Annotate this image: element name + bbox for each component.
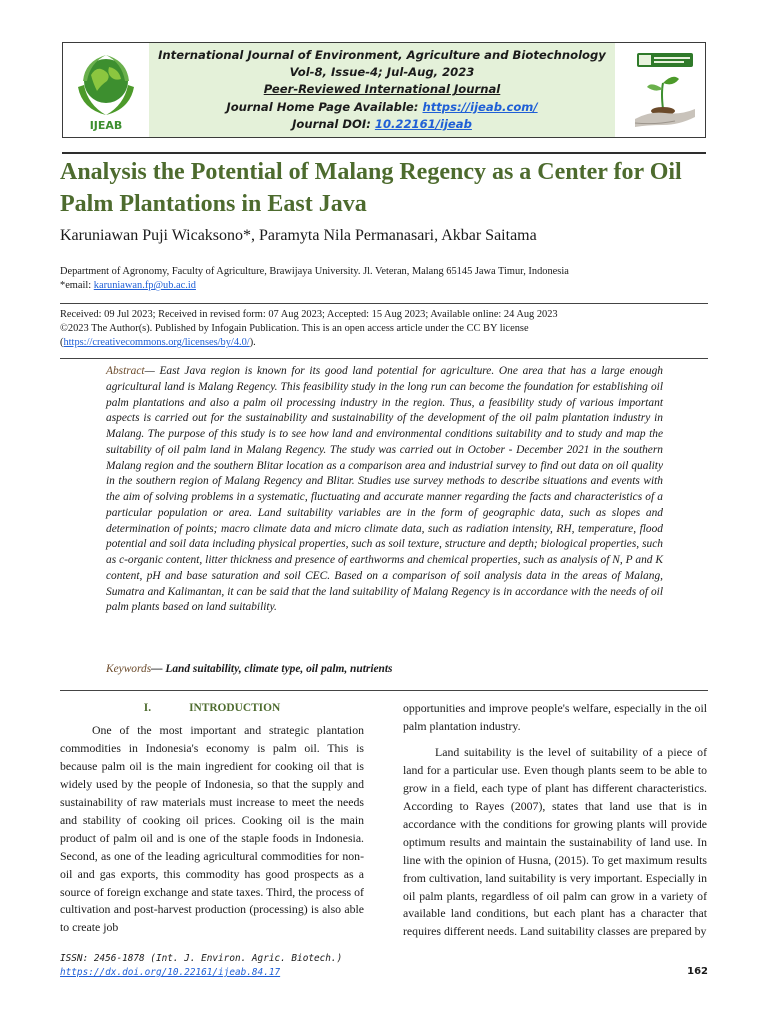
divider — [60, 358, 708, 359]
email-label: *email: — [60, 280, 94, 291]
abstract-label: Abstract — [106, 365, 145, 377]
license-paren-close: ). — [249, 337, 256, 349]
section-title: INTRODUCTION — [189, 702, 281, 714]
page-number: 162 — [687, 966, 708, 977]
journal-home-label: Journal Home Page Available: — [226, 99, 423, 114]
abstract-text: East Java region is known for its good land potential for agriculture. One area that has a large enough agricultural land is Malang Regency. This feasibility study in the long run can become the foundation for establishing oil palm plantations and also a palm oil processing industry in the region. Thus, a feasibility study of various important aspects is carried out for the sustainability and sustainability of the development of the oil palm plantation industry in Malang. The purpose of this study is to see how land and environmental conditions suitability and to study and map the suitability of oil palm land in Malang Regency. The study was carried out in October - December 2021 in the southern Malang region and the southern Blitar location as a comparison area and industrial survey to find out data on oil quality in the southern region of Malang Regency and Blitar. Studies use survey methods to describe situations and events with the aim of solving problems in a systematic, fluctuating and accurate manner regarding the facts and characteristics of a particular population or area. Land suitability variables are in the form of geographic data, such as slopes and determination of points; macro climate data and micro climate data, such as radiation intensity, RH, temperature, flood potential and soil data including physical properties, such as soil texture, structure and depth; biological properties, such as c-organic content, litter thickness and presence of earthworms and chemical properties, such as analysis of N, P and K content, pH and base saturation and soil CEC. Based on a comparison of soil analysis data in the areas of Malang, Sumatra and Kalimantan, it can be said that the land suitability of Malang Regency is in accordance with the needs of oil palm plants based on land suitability. — [106, 365, 663, 614]
header-divider — [62, 152, 706, 154]
article-doi-link[interactable]: https://dx.doi.org/10.22161/ijeab.84.17 — [60, 967, 281, 978]
page-footer — [60, 952, 708, 980]
body-column-right — [403, 700, 707, 941]
paragraph: opportunities and improve people's welfare, especially in the oil palm plantation industry. — [403, 701, 707, 733]
article-title: Analysis the Potential of Malang Regency as a Center for Oil Palm Plantations in East Java — [60, 159, 682, 217]
logo-wordmark: IJEAB — [89, 119, 123, 132]
journal-review-status: Peer-Reviewed International Journal — [263, 82, 501, 97]
keywords-label: Keywords — [106, 663, 152, 675]
dates-license-block — [60, 308, 720, 351]
journal-doi-label: Journal DOI: — [292, 116, 375, 131]
divider — [60, 303, 708, 304]
journal-info — [149, 43, 615, 137]
keywords-text: Land suitability, climate type, oil palm, nutrients — [165, 663, 393, 675]
journal-issue: Vol-8, Issue-4; Jul-Aug, 2023 — [289, 65, 475, 80]
journal-name: International Journal of Environment, Agriculture and Biotechnology — [158, 47, 606, 62]
abstract — [106, 364, 663, 616]
hand-seedling-icon — [629, 49, 701, 133]
body-column-left — [60, 700, 364, 937]
license-paren-open: ( — [60, 337, 64, 349]
license-text: ©2023 The Author(s). Published by Infogain Publication. This is an open access article under the CC BY license — [60, 323, 529, 335]
article-authors: Karuniawan Puji Wicaksono*, Paramyta Nila Permanasari, Akbar Saitama — [60, 227, 537, 244]
abstract-dash: — — [144, 365, 160, 377]
affiliation: Department of Agronomy, Faculty of Agriculture, Brawijaya University. Jl. Veteran, Malang 65145 Jawa Timur, Indonesia — [60, 266, 569, 277]
journal-doi-link[interactable]: 10.22161/ijeab — [374, 116, 472, 131]
journal-doi-line — [292, 116, 472, 133]
received-dates: Received: 09 Jul 2023; Received in revised form: 07 Aug 2023; Accepted: 15 Aug 2023; Available online: 24 Aug 2023 — [60, 309, 558, 320]
journal-header — [62, 42, 706, 138]
journal-logo-icon — [69, 47, 143, 133]
issn-line: ISSN: 2456-1878 (Int. J. Environ. Agric. Biotech.) — [60, 953, 343, 964]
affiliation-block — [60, 265, 720, 293]
section-number: I. — [143, 702, 152, 714]
license-link[interactable]: https://creativecommons.org/licenses/by/4.0/ — [63, 337, 250, 349]
journal-home-link[interactable]: https://ijeab.com/ — [422, 99, 538, 114]
divider — [60, 690, 708, 691]
journal-home-line — [226, 99, 537, 116]
section-heading — [60, 700, 364, 718]
keywords-dash: — — [151, 663, 166, 675]
license-link-line — [60, 336, 720, 350]
paragraph: One of the most important and strategic plantation commodities in Indonesia's economy is palm oil. This is because palm oil is the main ingredient for cooking oil that is widely used by the people of Indonesia, so that the supply and sustainability of raw materials must increase to meet the needs and stability of cooking oil prices. Cooking oil is the main product of palm oil and is one of the staple foods in Indonesia. Second, as one of the leading agricultural commodities for non-oil and gas exports, this commodity has good prospects as a source of foreign exchange and state taxes. Third, the process of cultivation and post-harvest production (processing) is also able to create job — [60, 722, 364, 935]
paragraph: Land suitability is the level of suitability of a piece of land for a particular use. Even though plants seem to be able to grow in a field, each type of plant has different characteristics. According to Rayes (2007), states that land use that is in accordance with the conditions for growing plants will provide optimum results and maintain the sustainability of land use. In line with the opinion of Husna, (2015). To get maximum results from cultivation, land suitability is very important. Especially in oil palm plants, regardless of oil palm can grow in a variety of available land conditions, but each plant has a character that requires different needs. Land suitability classes are prepared by — [403, 744, 707, 939]
corresponding-email-line — [60, 279, 720, 293]
email-link[interactable]: karuniawan.fp@ub.ac.id — [93, 280, 196, 291]
keywords — [106, 661, 663, 677]
